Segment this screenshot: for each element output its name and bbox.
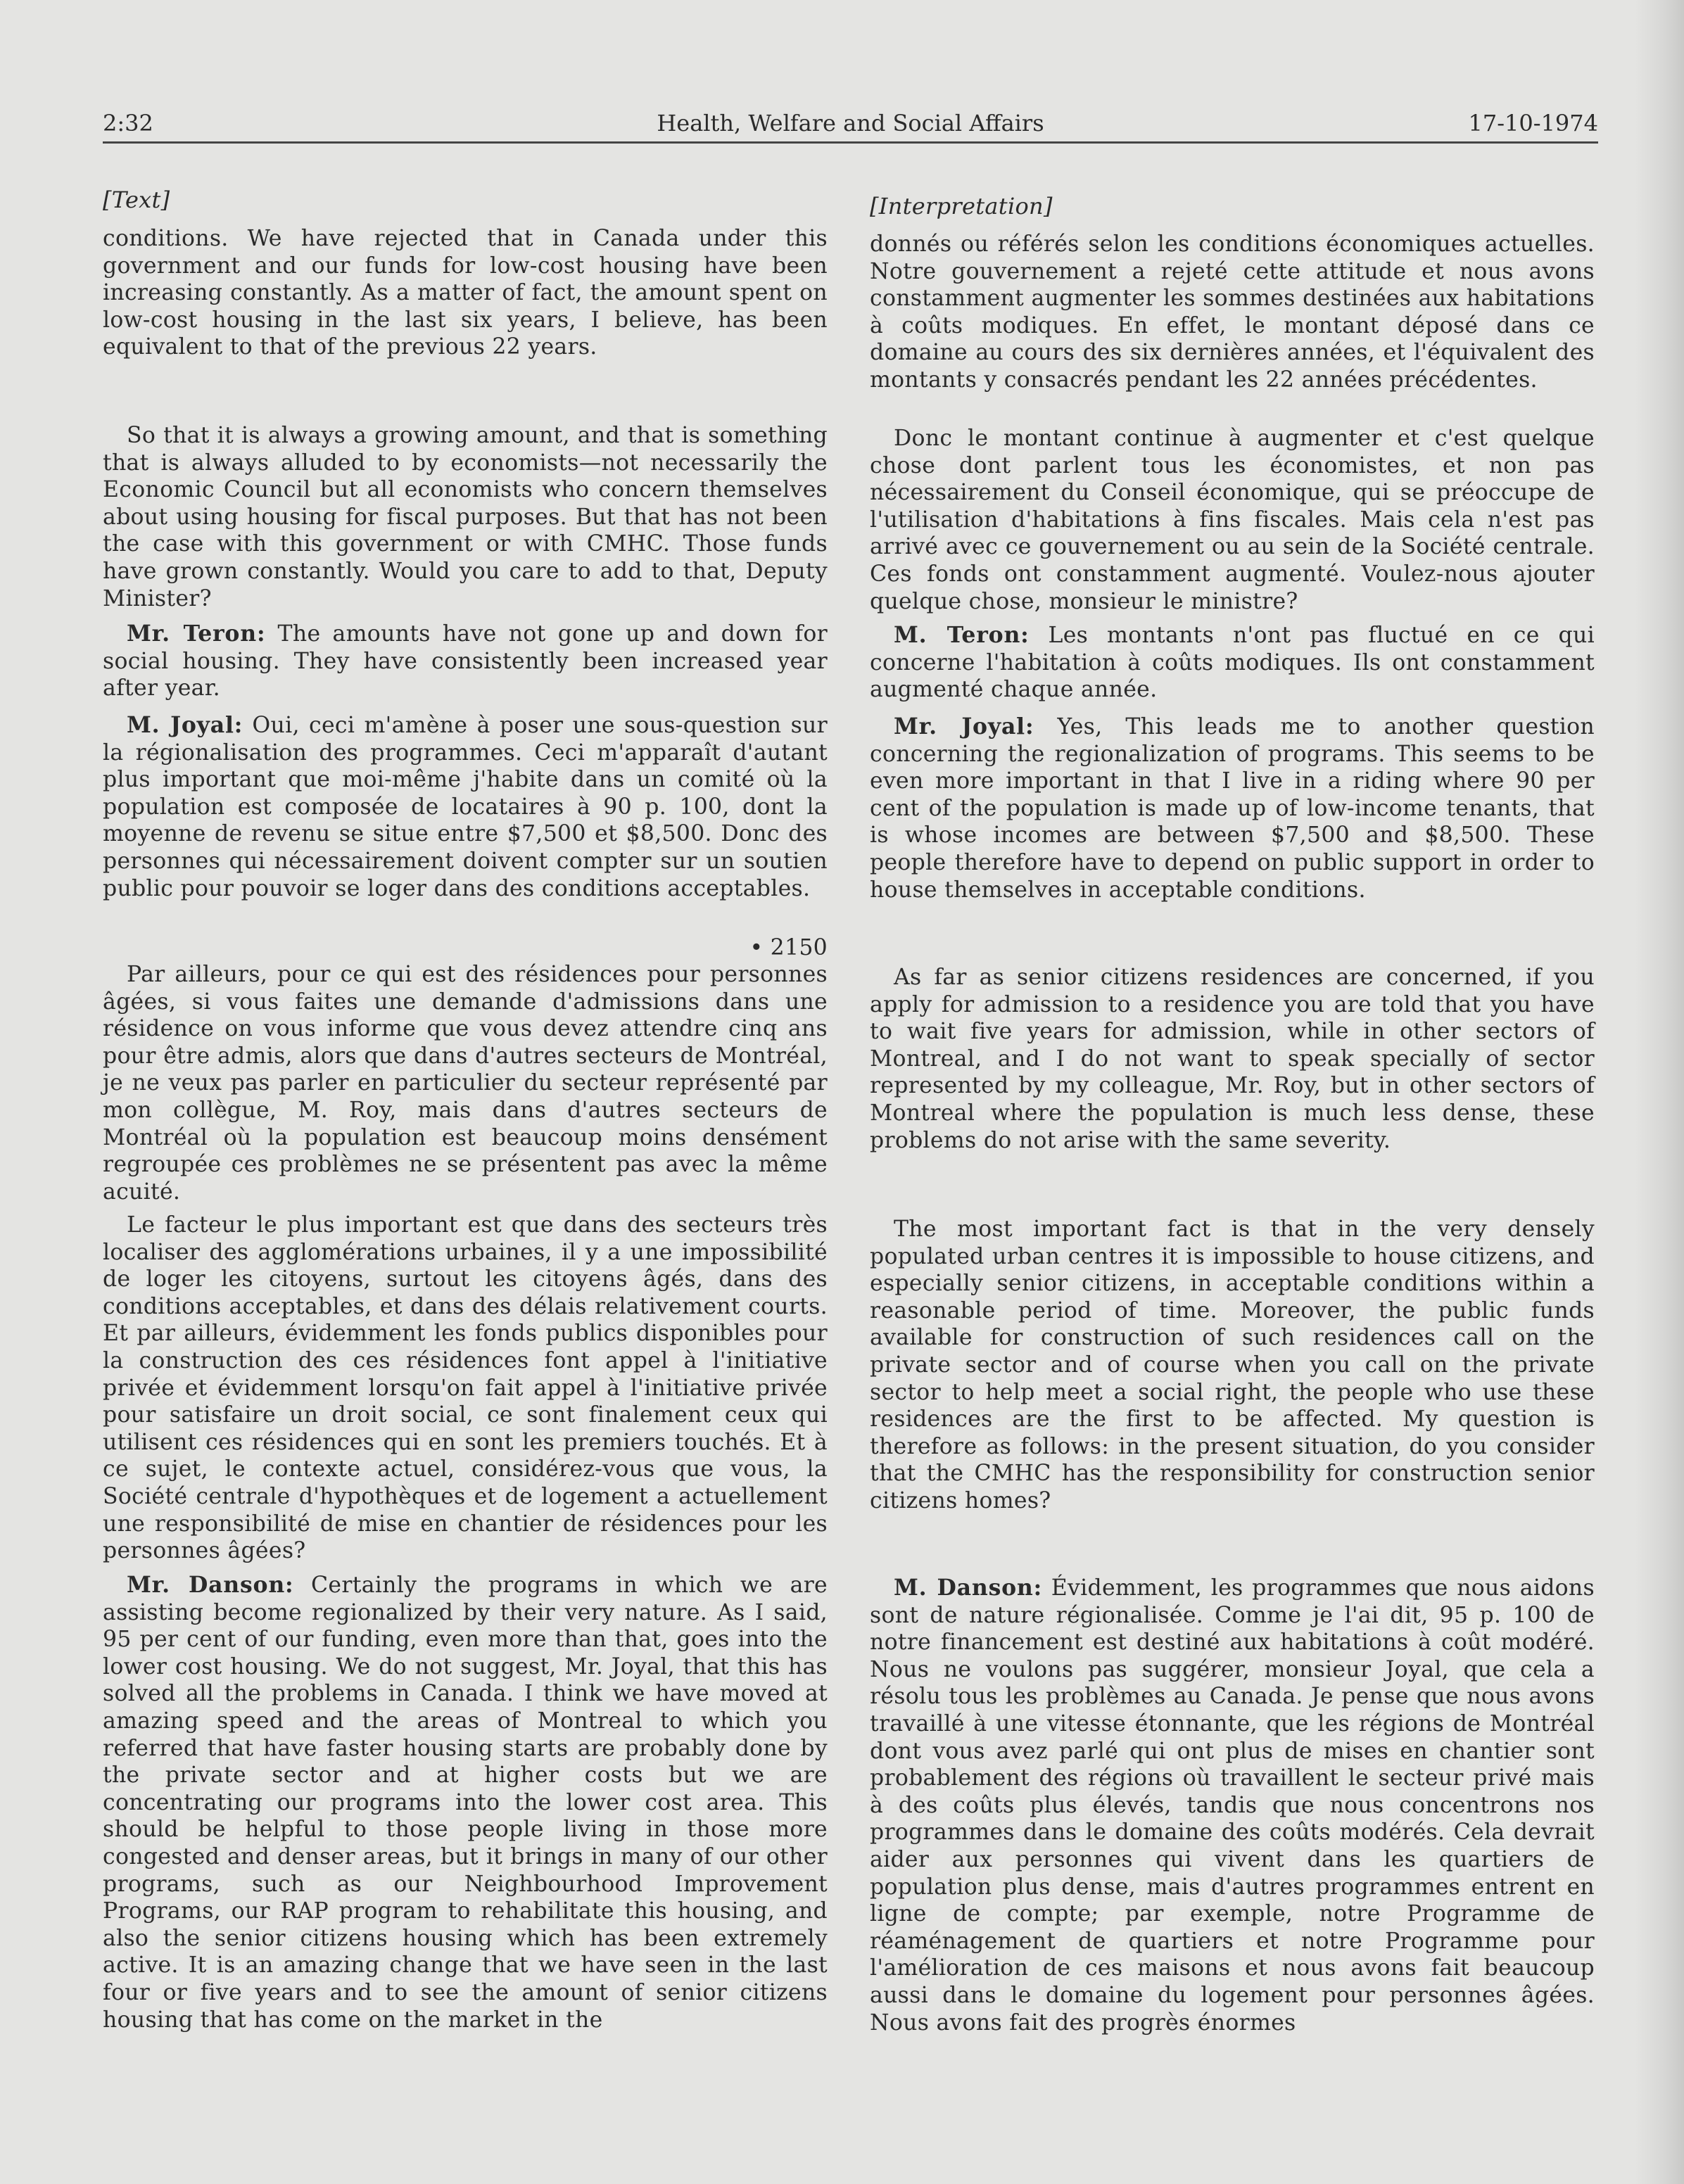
speaker-name: Mr. Teron: xyxy=(127,621,266,647)
speech-paragraph xyxy=(103,1572,828,2033)
speaker-name: Mr. Joyal: xyxy=(894,713,1034,739)
speech-text: Les montants n'ont pas fluctué en ce qui concerne l'habitation à coûts modiques. Ils ont constamment augmenté chaque année. xyxy=(870,623,1595,703)
speaker-name: M. Danson: xyxy=(894,1575,1043,1601)
paragraph: The most important fact is that in the very densely populated urban centres it is impossible to house citizens, and especially senior citizens, in acceptable conditions within a reasonable period of time. Moreover, the public funds available for construction of such residences call on the private sector and of course when you call on the private sector to help meet a social right, the people who use these residences are the first to be affected. My question is therefore as follows: in the present situation, do you consider that the CMHC has the responsibility for construction senior citizens homes? xyxy=(870,1217,1595,1513)
paragraph: donnés ou référés selon les conditions économiques actuelles. Notre gouvernement a rejeté cette attitude et nous avons constamment augmenter les sommes destinées aux habitations à coûts modiques. En effet, le montant déposé dans ce domaine au cours des six dernières années, et l'équivalent des montants y consacrés pendant les 22 années précédentes. xyxy=(870,231,1595,393)
paragraph: Le facteur le plus important est que dans des secteurs très localiser des agglomérations urbaines, il y a une impossibilité de loger les citoyens, surtout les citoyens âgés, dans des conditions acceptables, et dans des délais relativement courts. Et par ailleurs, évidemment les fonds publics disponibles pour la construction des ces résidences font appel à l'initiative privée et évidemment lorsqu'on fait appel à l'initiative privée pour satisfaire un droit social, ce sont finalement ceux qui utilisent ces résidences qui en sont les premiers touchés. Et à ce sujet, le contexte actuel, considérez-vous que vous, la Société centrale d'hypothèques et de logement a actuellement une responsibilité de mise en chantier de résidences pour les personnes âgées? xyxy=(103,1212,828,1564)
speech-text: The amounts have not gone up and down for social housing. They have consistently been increased year after year. xyxy=(103,621,828,701)
time-marker: • 2150 xyxy=(749,935,828,960)
speech-text: Yes, This leads me to another question concerning the regionalization of programs. This seems to be even more important in that I live in a riding where 90 per cent of the population is made up of low-income tenants, that is whose incomes are between $7,500 and $8,500. These people therefore have to depend on public support in order to house themselves in acceptable conditions. xyxy=(870,714,1595,903)
page-date: 17-10-1974 xyxy=(1468,110,1598,136)
running-title: Health, Welfare and Social Affairs xyxy=(657,110,1044,136)
paragraph: conditions. We have rejected that in Canada under this government and our funds for low-cost housing have been increasing constantly. As a matter of fact, the amount spent on low-cost housing in the last six years, I believe, has been equivalent to that of the previous 22 years. xyxy=(103,226,828,360)
speech-paragraph xyxy=(870,1575,1595,2036)
paragraph: As far as senior citizens residences are concerned, if you apply for admission to a residence you are told that you have to wait five years for admission, while in other sectors of Montreal, and I do not want to speak specially of sector represented by my colleague, Mr. Roy, but in other sectors of Montreal where the population is much less dense, these problems do not arise with the same severity. xyxy=(870,965,1595,1153)
page-header xyxy=(103,106,1598,141)
speech-text: Certainly the programs in which we are assisting become regionalized by their very nature. As I said, 95 per cent of our funding, even more than that, goes into the lower cost housing. We do not suggest, Mr. Joyal, that this has solved all the problems in Canada. I think we have moved at amazing speed and the areas of Montreal to which you referred that have faster housing starts are probably done by the private sector and at higher costs but we are concentrating our programs into the lower cost area. This should be helpful to those people living in those more congested and denser areas, but it brings in many of our other programs, such as our Neighbourhood Improvement Programs, our RAP program to rehabilitate this housing, and also the senior citizens housing which has been extremely active. It is an amazing change that we have seen in the last four or five years and to see the amount of senior citizens housing that has come on the market in the xyxy=(103,1573,828,2033)
speaker-name: M. Teron: xyxy=(894,622,1030,648)
section-label-interpretation: [Interpretation] xyxy=(870,193,1053,220)
speech-paragraph xyxy=(870,713,1595,903)
header-rule xyxy=(103,141,1598,144)
speech-paragraph xyxy=(870,622,1595,704)
speech-text: Évidemment, les programmes que nous aidons sont de nature régionalisée. Comme je l'ai dit, 95 p. 100 de notre financement est destiné aux habitations à coût modéré. Nous ne voulons pas suggérer, monsieur Joyal, que cela a résolu tous les problèmes au Canada. Je pense que nous avons travaillé à une vitesse étonnante, que les régions de Montréal dont vous avez parlé qui ont plus de mises en chantier sont probablement des régions où travaillent le secteur privé mais à des coûts plus élevés, tandis que nous concentrons nos programmes dans le domaine des coûts modérés. Cela devrait aider aux personnes qui vivent dans les quartiers de population plus dense, mais d'autres programmes entrent en ligne de compte; par exemple, notre Programme de réaménagement de quartiers et notre Programme pour l'amélioration de ces maisons et nous avons fait beaucoup aussi dans le domaine du logement pour personnes âgées. Nous avons fait des progrès énormes xyxy=(870,1575,1595,2036)
paragraph: Par ailleurs, pour ce qui est des résidences pour personnes âgées, si vous faites une demande d'admissions dans une résidence on vous informe que vous devez attendre cinq ans pour être admis, alors que dans d'autres secteurs de Montréal, je ne veux pas parler en particulier du secteur représenté par mon collègue, M. Roy, mais dans d'autres secteurs de Montréal où la population est beaucoup moins densément regroupée ces problèmes ne se présentent pas avec la même acuité. xyxy=(103,962,828,1205)
section-label-text: [Text] xyxy=(103,186,170,213)
speaker-name: Mr. Danson: xyxy=(127,1572,294,1598)
speaker-name: M. Joyal: xyxy=(127,712,243,738)
speech-paragraph xyxy=(103,712,828,902)
speech-text: Oui, ceci m'amène à poser une sous-question sur la régionalisation des programmes. Ceci m'apparaît d'autant plus important que moi-même j'habite dans un comité où la population est composée de locataires à 90 p. 100, dont la moyenne de revenu se situe entre $7,500 et $8,500. Donc des personnes qui nécessairement doivent compter sur un soutien public pour pouvoir se loger dans des conditions acceptables. xyxy=(103,713,828,901)
page-number: 2:32 xyxy=(103,110,153,136)
speech-paragraph xyxy=(103,621,828,702)
page-edge-shadow xyxy=(1635,0,1684,2184)
paragraph: Donc le montant continue à augmenter et c'est quelque chose dont parlent tous les économistes, et non pas nécessairement du Conseil économique, qui se préoccupe de l'utilisation d'habitations à fins fiscales. Mais cela n'est pas arrivé avec ce gouvernement ou au sein de la Société centrale. Ces fonds ont constamment augmenté. Voulez-nous ajouter quelque chose, monsieur le ministre? xyxy=(870,426,1595,614)
paragraph: So that it is always a growing amount, and that is something that is always alluded to by economists—not necessarily the Economic Council but all economists who concern themselves about using housing for fiscal purposes. But that has not been the case with this government or with CMHC. Those funds have grown constantly. Would you care to add to that, Deputy Minister? xyxy=(103,423,828,611)
